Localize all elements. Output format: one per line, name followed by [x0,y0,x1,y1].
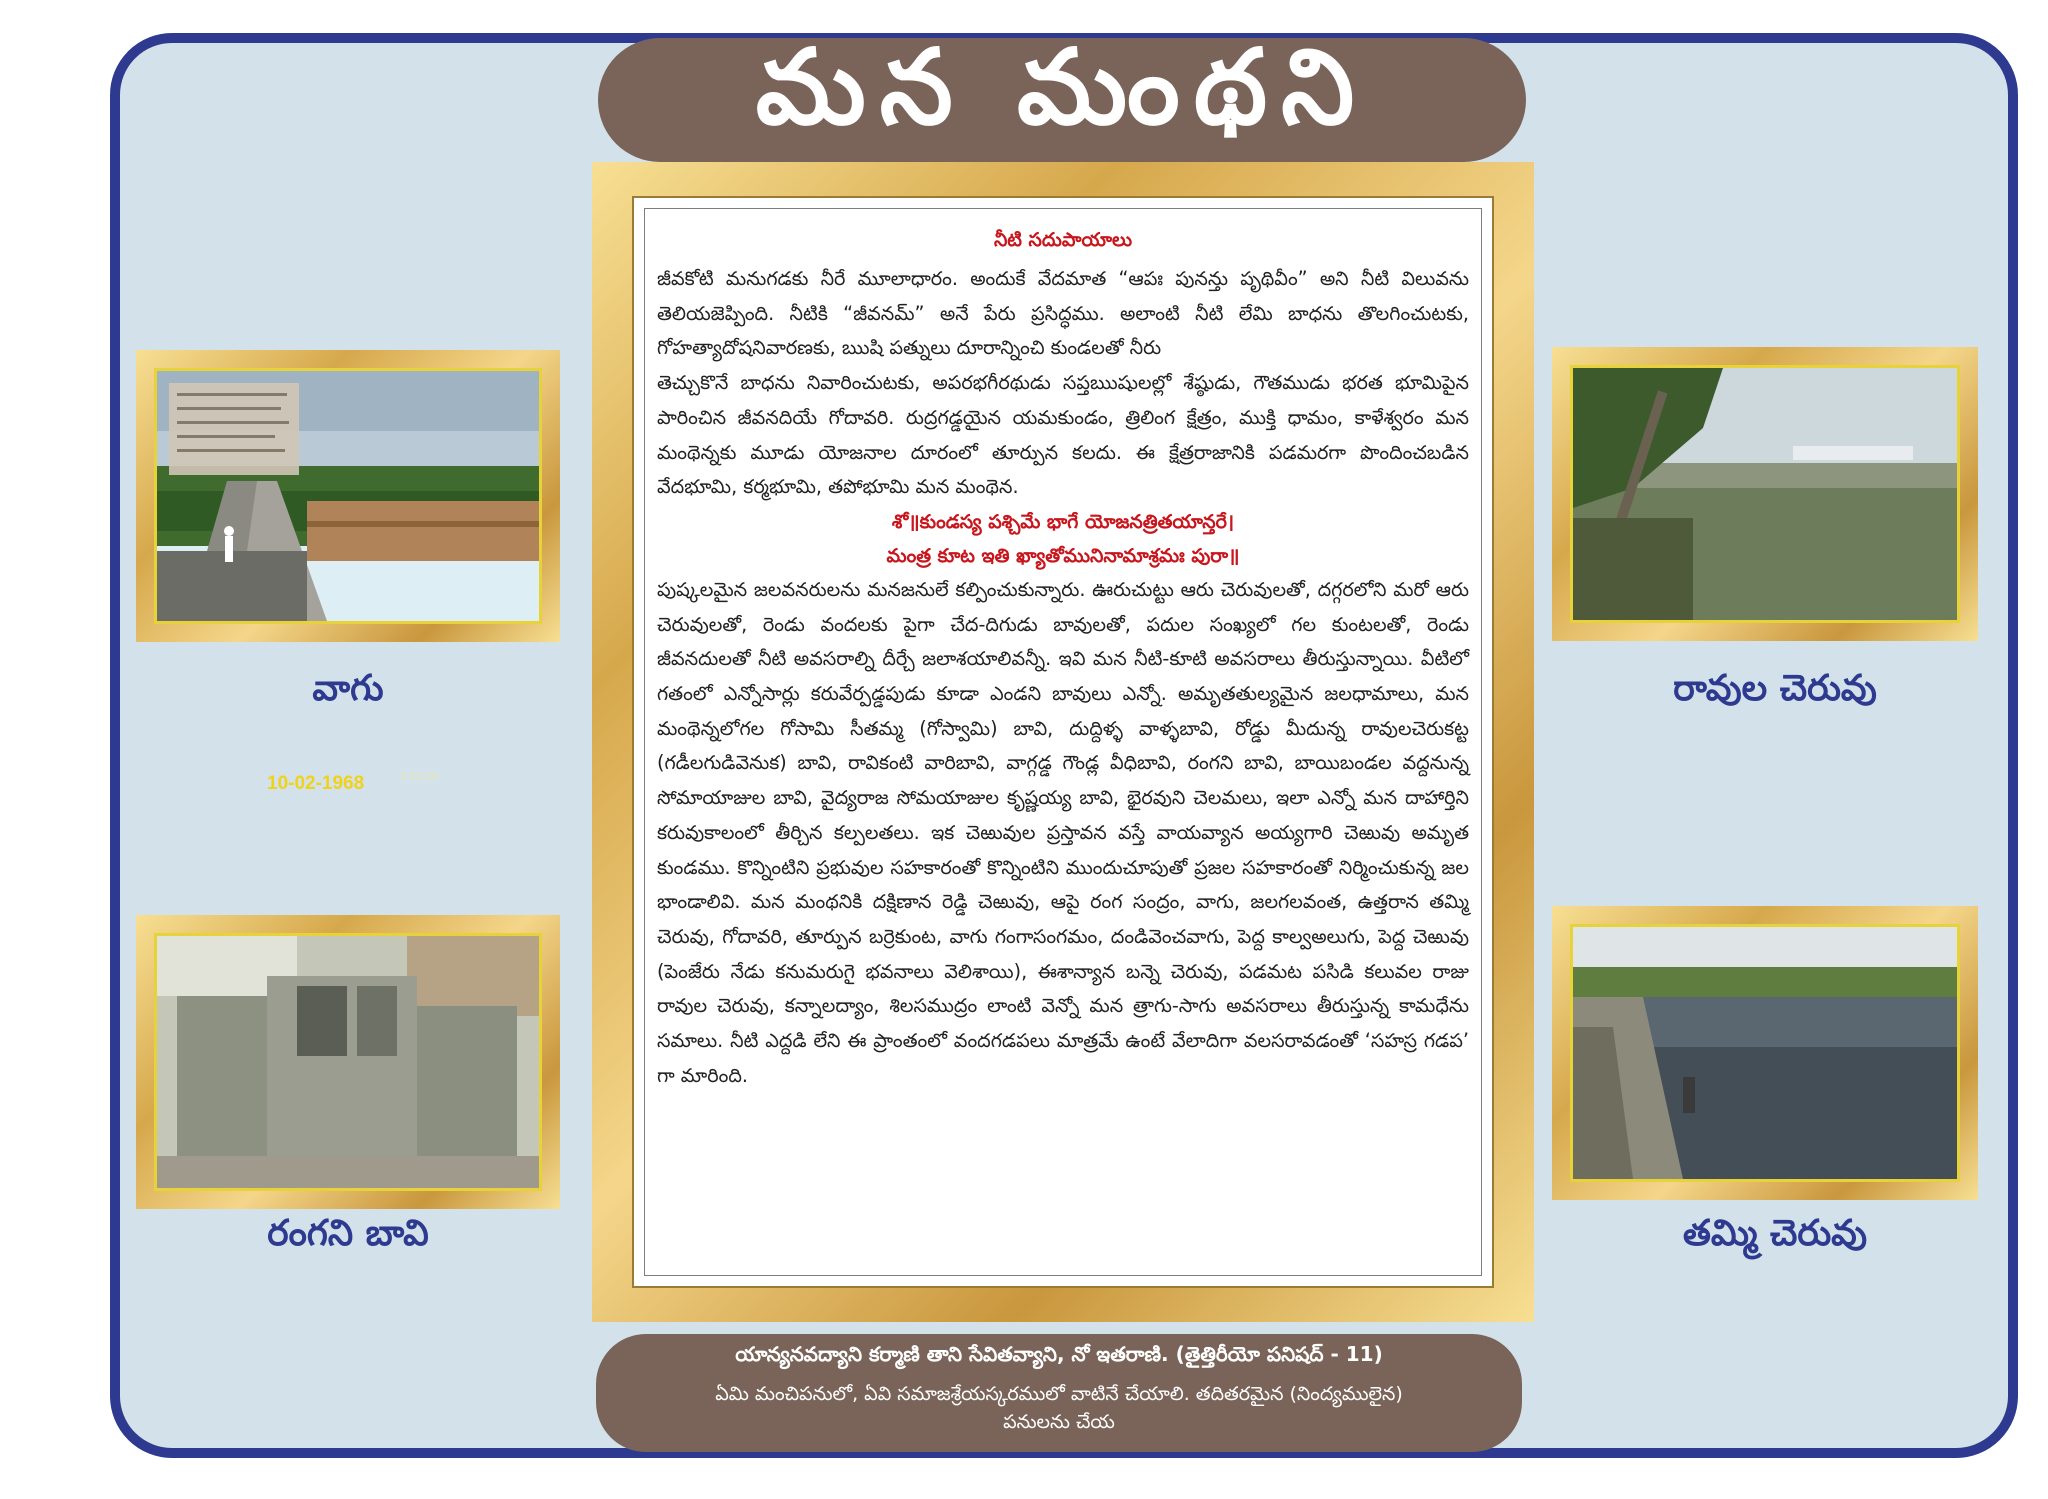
lake-photo-ravula [1573,368,1957,620]
article-body [644,208,1482,1276]
footer-telugu: ఏమి మంచిపనులో, ఏవి సమాజశ్రేయస్కరములో వాటినే చేయాలి. తదితరమైన (నింద్యములైన) పనులను చేయ [715,1383,1403,1433]
footer-sanskrit: యాన్యనవద్యాని కర్మాణి తాని సేవితవ్యాని, నో ఇతరాణి. (తైత్తిరీయో పనిషద్ - 11) [735,1342,1383,1366]
lake-photo-tammi [1573,927,1957,1179]
article-paragraph-2: తెచ్చుకొనే బాధను నివారించుటకు, అపరభగీరథుడు సప్తఋషులల్లో శేష్ఠుడు, గౌతముడు భరత భూమిపైన పారించిన జీవనదియే గోదావరి. రుద్రగడ్డయైన యమకుండం, త్రిలింగ క్షేత్రం, ముక్తి ధామం, కాళేశ్వరం మన మంథెన్నకు మూడు యోజనాల దూరంలో తూర్పున కలదు. ఈ క్షేత్రరాజానికి పడమరగా పొందించబడిన వేదభూమి, కర్మభూమి, తపోభూమి మన మంథెన. [657,371,1469,499]
article-frame [592,162,1534,1322]
article-heading: నీటి సదుపాయాలు [993,229,1133,251]
photo-rangani [154,933,542,1191]
photo-time-stamp: 5 12:20 [401,771,438,783]
bridge-photo [157,371,539,621]
caption-ravula: రావుల చెరువు [1673,668,1877,709]
page-title: మన మంథని [755,26,1369,148]
photo-frame-rangani [136,915,560,1209]
caption-rangani: రంగని బావి [267,1213,429,1254]
photo-ravula [1570,365,1960,623]
well-photo [157,936,539,1188]
photo-frame-tammi [1552,906,1978,1200]
footer-banner [596,1334,1522,1452]
photo-tammi [1570,924,1960,1182]
article-paragraph-1: జీవకోటి మనుగడకు నీరే మూలాధారం. అందుకే వేదమాత “ఆపః పునన్తు పృథివీం” అని నీటి విలువను తెలియజెప్పింది. నీటికి “జీవనమ్” అనే పేరు ప్రసిద్ధము. అలాంటి నీటి లేమి బాధను తొలగించుటకు, గోహత్యాదోషనివారణకు, ఋషి పత్నులు దూరాన్నించి కుండలతో నీరు [657,267,1469,360]
sloka-line-2: మంత్ర కూట ఇతి ఖ్యాతోమునినామాశ్రమః పురా॥ [886,544,1240,567]
caption-vagu: వాగు [312,668,384,709]
sloka-line-1: శో॥కుండస్య పశ్చిమే భాగే యోజనత్రితయాన్తరే। [891,510,1235,533]
caption-tammi: తమ్మి చెరువు [1682,1213,1868,1254]
title-banner [598,26,1526,162]
photo-date-stamp: 10-02-1968 [267,773,365,794]
article-paragraph-3: పుష్కలమైన జలవనరులను మనజనులే కల్పించుకున్నారు. ఊరుచుట్టు ఆరు చెరువులతో, దగ్గరలోని మరో ఆరు చెరువులతో, రెండు వందలకు పైగా చేద-దిగుడు బావులతో, పదుల సంఖ్యలో గల కుంటలతో, రెండు జీవనదులతో నీటి అవసరాల్ని దీర్చే జలాశయాలివన్నీ. ఇవి మన నీటి-కూటి అవసరాలు తీరుస్తున్నాయి. వీటిలో గతంలో ఎన్నోసార్లు కరువేర్పడ్డపుడు కూడా ఎండని బావులు ఎన్నో. అమృతతుల్యమైన జలధామాలు, మన మంథెన్నలోగల గోసామి సీతమ్మ (గోస్వామి) బావి, దుద్దిళ్ళ వాళ్ళబావి, రోడ్డు మీదున్న రావులచెరుకట్ట (గడీలగుడివెనుక) బావి, రావికంటి వారిబావి, వాగ్గడ్డ గౌండ్ల వీధిబావి, రంగని బావి, బాయిబండల వద్దనున్న సోమాయాజుల బావి, వైద్యరాజ సోమయాజుల కృష్ణయ్య బావి, భైరవుని చెలమలు, ఇలా ఎన్నో మన దాహార్తిని కరువుకాలంలో తీర్చిన కల్పలతలు. ఇక చెఱువుల ప్రస్తావన వస్తే వాయవ్యాన అయ్యగారి చెఱువు అమృత కుండము. కొన్నింటిని ప్రభువుల సహకారంతో కొన్నింటిని ముందుచూపుతో ప్రజల సహకారంతో నిర్మించుకున్న జల భాండాలివి. మన మంథనికి దక్షిణాన రెడ్డి చెఱువు, ఆపై రంగ సంద్రం, వాగు, జలగలవంత, ఉత్తరాన తమ్మి చెరువు, గోదావరి, తూర్పున బర్రెకుంట, వాగు గంగాసంగమం, దండివెంచవాగు, పెద్ద కాల్వఅలుగు, పెద్ద చెఱువు (పెంజేరు నేడు కనుమరుగై భవనాలు వెలిశాయి), ఈశాన్యాన బన్నె చెరువు, పడమట పసిడి కలువల రాజు రావుల చెరువు, కన్నాలద్యాం, శిలసముద్రం లాంటి వెన్నో మన త్రాగు-సాగు అవసరాలు తీరుస్తున్న కామధేను సమాలు. నీటి ఎద్దడి లేని ఈ ప్రాంతంలో వందగడపలు మాత్రమే ఉంటే వేలాదిగా వలసరావడంతో ‘సహస్ర గడప’ గా మారింది. [657,577,1469,1087]
photo-frame-ravula [1552,347,1978,641]
